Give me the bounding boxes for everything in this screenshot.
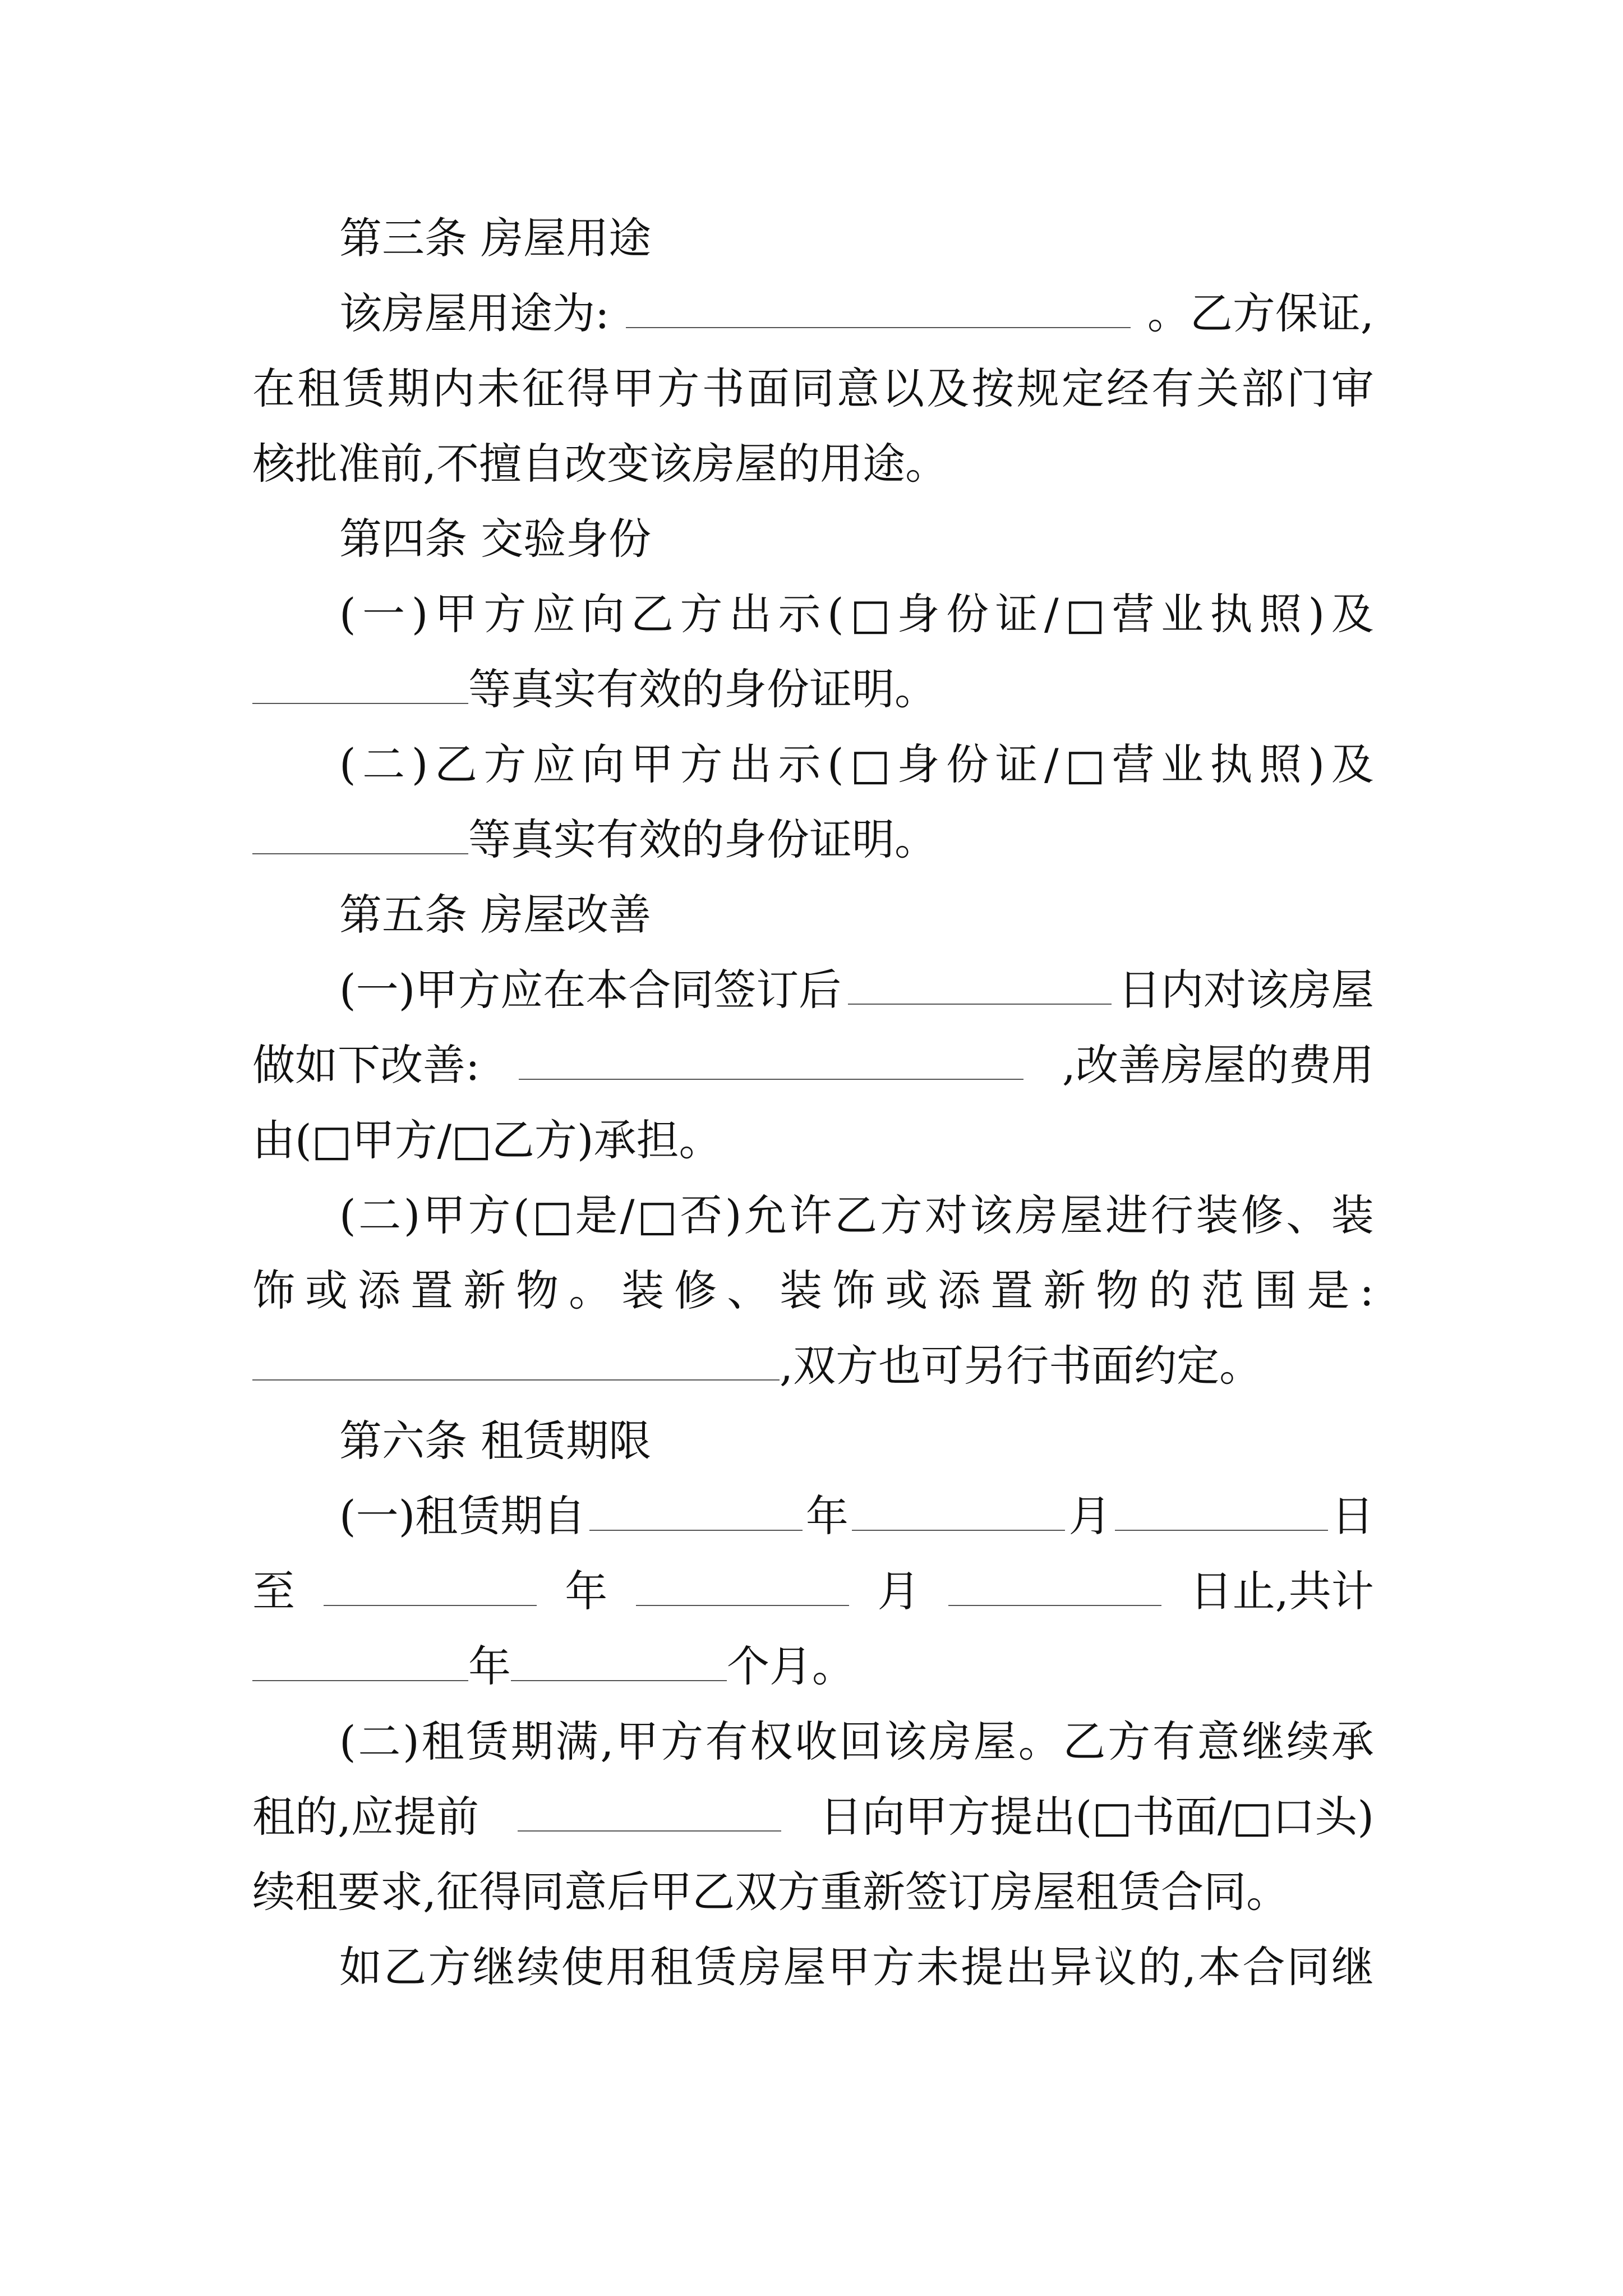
article-6-para-1-line-2: 至 年 月 日止,共计 xyxy=(252,1561,1374,1622)
text: 。乙方保证, xyxy=(1147,288,1374,338)
total-years-blank[interactable] xyxy=(252,1639,468,1681)
article-4-para-1-line-1: ( 一 ) 甲 方 应 向 乙 方 出 示 ( □ 身 份 证 / □ 营 业 执 照 ) 及 xyxy=(339,589,1374,639)
article-6-para-2-line-2: 租的,应提前 日向甲方提出(□书面/□口头) xyxy=(252,1786,1374,1848)
article-5-para-2-line-2: 饰 或 添 置 新 物 。 装 修 、 装 饰 或 添 置 新 物 的 范 围 是 : xyxy=(252,1266,1374,1315)
article-3-line-3: 核批准前,不擅自改变该房屋的用途。 xyxy=(252,439,948,489)
article-5-para-2-line-3: ,双方也可另行书面约定。 xyxy=(252,1335,1374,1397)
end-month-blank[interactable] xyxy=(636,1563,849,1606)
article-5-para-1-line-3: 由(□甲方/□乙方)承担。 xyxy=(252,1115,722,1165)
article-3-line-1 xyxy=(339,283,1374,344)
text: 该房屋用途为: xyxy=(339,288,610,338)
improvement-blank[interactable] xyxy=(519,1037,1023,1080)
article-6-para-2-line-3: 续租要求,征得同意后甲乙双方重新签订房屋租赁合同。 xyxy=(252,1867,1289,1917)
total-months-blank[interactable] xyxy=(511,1639,727,1681)
article-5-para-2-line-1: ( 二 ) 甲 方 ( □ 是 / □ 否 ) 允 许 乙 方 对 该 房 屋 进 行 装 修 、 装 xyxy=(339,1190,1374,1240)
article-4-para-2-line-2: 等真实有效的身份证明。 xyxy=(252,809,1374,871)
id-proof-blank[interactable] xyxy=(252,661,468,704)
days-blank[interactable] xyxy=(848,962,1112,1005)
article-5-para-1-line-2: 做如下改善: ,改善房屋的费用 xyxy=(252,1034,1374,1096)
end-day-blank[interactable] xyxy=(948,1563,1161,1606)
article-6-para-1-line-3: 年 个月。 xyxy=(252,1636,1374,1697)
start-month-blank[interactable] xyxy=(852,1488,1065,1531)
article-5-para-1-line-1: (一)甲方应在本合同签订后 日内对该房屋 xyxy=(339,959,1374,1021)
article-4-para-2-line-1: ( 二 ) 乙 方 应 向 甲 方 出 示 ( □ 身 份 证 / □ 营 业 执 照 ) 及 xyxy=(339,739,1374,789)
renewal-days-blank[interactable] xyxy=(518,1789,781,1832)
id-proof-blank[interactable] xyxy=(252,812,468,854)
article-4-para-1-line-2: 等真实有效的身份证明。 xyxy=(252,659,1374,720)
start-day-blank[interactable] xyxy=(1115,1488,1328,1531)
article-5-heading: 第五条 房屋改善 xyxy=(339,890,652,940)
usage-blank[interactable] xyxy=(626,286,1131,328)
article-3-line-2: 在 租 赁 期 内 未 征 得 甲 方 书 面 同 意 以 及 按 规 定 经 有 关 部 门 审 xyxy=(252,364,1374,413)
article-6-para-2-line-1: ( 二 ) 租 赁 期 满 , 甲 方 有 权 收 回 该 房 屋 。 乙 方 有 意 继 续 承 xyxy=(339,1717,1374,1766)
end-year-blank[interactable] xyxy=(324,1563,537,1606)
decoration-scope-blank[interactable] xyxy=(252,1338,780,1381)
start-year-blank[interactable] xyxy=(589,1488,803,1531)
article-3-heading: 第三条 房屋用途 xyxy=(339,213,652,263)
article-6-para-3-line-1: 如 乙 方 继 续 使 用 租 赁 房 屋 甲 方 未 提 出 异 议 的 , 本 合 同 继 xyxy=(339,1942,1374,1992)
article-6-para-1-line-1: (一)租赁期自 年 月 日 xyxy=(339,1485,1374,1547)
article-6-heading: 第六条 租赁期限 xyxy=(339,1416,652,1466)
article-4-heading: 第四条 交验身份 xyxy=(339,514,652,564)
